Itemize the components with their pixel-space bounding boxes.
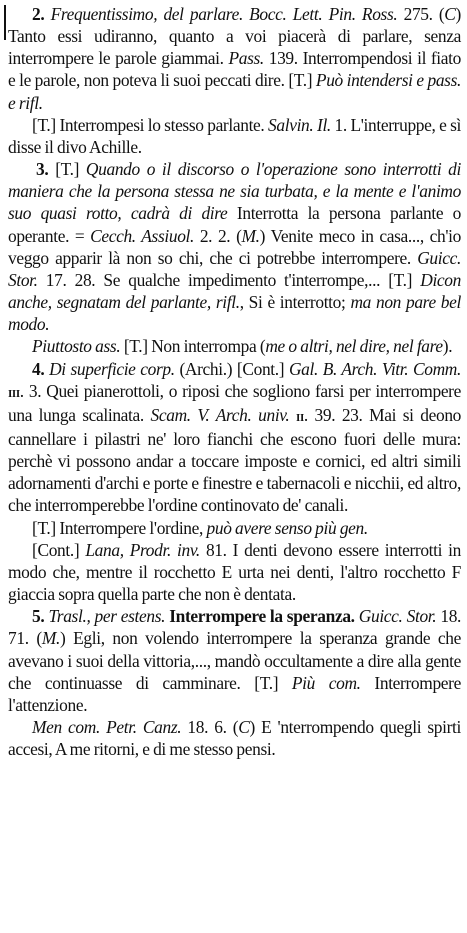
text-run: [T.] (55, 159, 86, 180)
text-run: 17. 28. Se qualche impedimento t'interrompe,... [T.] (37, 269, 421, 290)
text-run: 3. (36, 159, 56, 180)
text-run: può avere senso più gen. (206, 517, 368, 538)
entry-sense-2-example (8, 114, 461, 158)
text-run: ) E 'nterrompendo quegli spirti accesi, A me ritorni, e di me stesso pensi. (8, 717, 462, 760)
text-run: Guicc. Stor. (8, 247, 461, 290)
text-run: 1. L'interruppe, e sì disse il divo Achille. (8, 114, 461, 157)
text-run: Cecch. Assiuol. (90, 225, 195, 246)
text-run: 4. (32, 358, 50, 379)
text-run: Frequentissimo, del parlare. Bocc. Lett. Pin. Ross. (50, 4, 398, 24)
text-run: Piuttosto ass. (32, 336, 121, 357)
text-run: Trasl., per estens. (48, 606, 166, 627)
text-run: ). (442, 336, 453, 357)
text-run: Gal. B. Arch. Vitr. Comm. (288, 358, 461, 379)
text-run: Può intendersi e pass. e rifl. (8, 70, 461, 113)
entry-sense-4 (8, 358, 461, 517)
text-run: 81. I denti devono essere interrotti in modo che, mentre il rocchetto E urta nei denti, l'altro rocchetto F giaccia sopra quella parte che non è dentata. (8, 539, 461, 605)
entry-sense-5-petrarca (8, 716, 461, 760)
text-run: ma non pare bel modo. (8, 292, 461, 335)
text-run: ) Tanto essi udiranno, quanto a voi piacerà di parlare, senza interrompere le parole giammai. (8, 4, 461, 69)
entry-sense-3-absolute (8, 335, 461, 357)
text-run: me o altri, nel dire, nel fare (265, 336, 443, 357)
text-run: . 39. 23. Mai si deono cannellare i pilastri ne' loro fianchi che escono fuori delle mura: perchè vi possono andar a toccare imposte e cornici, ed altri simili adornamenti d'archi e porte e finestre e tabernacoli e nicchii, ed altro, che interromperebbe l'ordine continovato de' canali. (8, 404, 462, 516)
text-run: [T.] Interrompesi lo stesso parlante. (32, 114, 269, 135)
text-run: [Cont.] (32, 539, 86, 560)
text-run: Interrompere l'attenzione. (8, 672, 461, 715)
text-run: M. (41, 628, 60, 649)
text-run: C (444, 4, 456, 24)
text-run: Di superficie corp. (49, 358, 175, 379)
text-run: Quando o il discorso o l'operazione sono interrotti di maniera che la persona stessa ne sia turbata, e la mente e l'animo suo quasi rotto, cadrà di dire (8, 159, 462, 224)
text-run: [T.] Non interrompa ( (120, 336, 266, 357)
text-run: . 3. Quei pianerottoli, o riposi che sogliono farsi per interrompere una lunga scalinata. (8, 380, 461, 425)
entry-sense-4-teeth (8, 539, 461, 605)
text-run: M. (241, 225, 260, 246)
entry-sense-5 (8, 605, 461, 716)
entry-sense-3 (8, 158, 461, 335)
text-run: Dicon anche, segnatam del parlante, rifl. (8, 269, 461, 313)
text-run: 18. 71. ( (8, 606, 462, 649)
margin-rule (4, 5, 6, 40)
text-run: Scam. V. Arch. univ. (150, 404, 290, 425)
text-run: 275. ( (397, 4, 445, 24)
text-run: 2. 2. ( (194, 225, 242, 246)
text-run: Più com. (291, 672, 361, 693)
text-run: Interrompere la speranza. (169, 606, 355, 627)
entry-sense-4-general (8, 517, 461, 539)
text-run: ii (296, 407, 304, 425)
text-run: , Si è interrotto; (239, 292, 351, 313)
text-run: Guicc. Stor. (358, 606, 437, 627)
entry-sense-2 (8, 3, 461, 114)
text-run: Salvin. Il. (268, 114, 331, 135)
text-run: 5. (32, 606, 49, 627)
text-run: Interrotta la persona parlante o operante. = (8, 203, 462, 246)
text-run: C (238, 717, 250, 737)
text-run: 18. 6. ( (181, 717, 239, 737)
text-run: ) Egli, non volendo interrompere la speranza grande che avevano i suoi della vittoria,..., mandò occultamente a dire alla gente che continuasse di camminare. [T.] (8, 628, 461, 693)
text-run: 2. (32, 4, 51, 24)
text-run: iii (8, 383, 20, 401)
text-run: Men com. Petr. Canz. (32, 717, 182, 737)
text-run: (Archi.) [Cont.] (174, 358, 289, 379)
text-run: Lana, Prodr. inv. (85, 539, 200, 560)
text-run: Pass. (228, 48, 264, 69)
text-run: 139. Interrompendosi il fiato e le parole, non poteva li suoi peccati dire. [T.] (8, 48, 461, 91)
text-run: ) Venite meco in casa..., ch'io veggo apparir là non so chi, che ci potrebbe interrompere. (8, 225, 461, 268)
text-run: [T.] Interrompere l'ordine, (32, 517, 207, 538)
